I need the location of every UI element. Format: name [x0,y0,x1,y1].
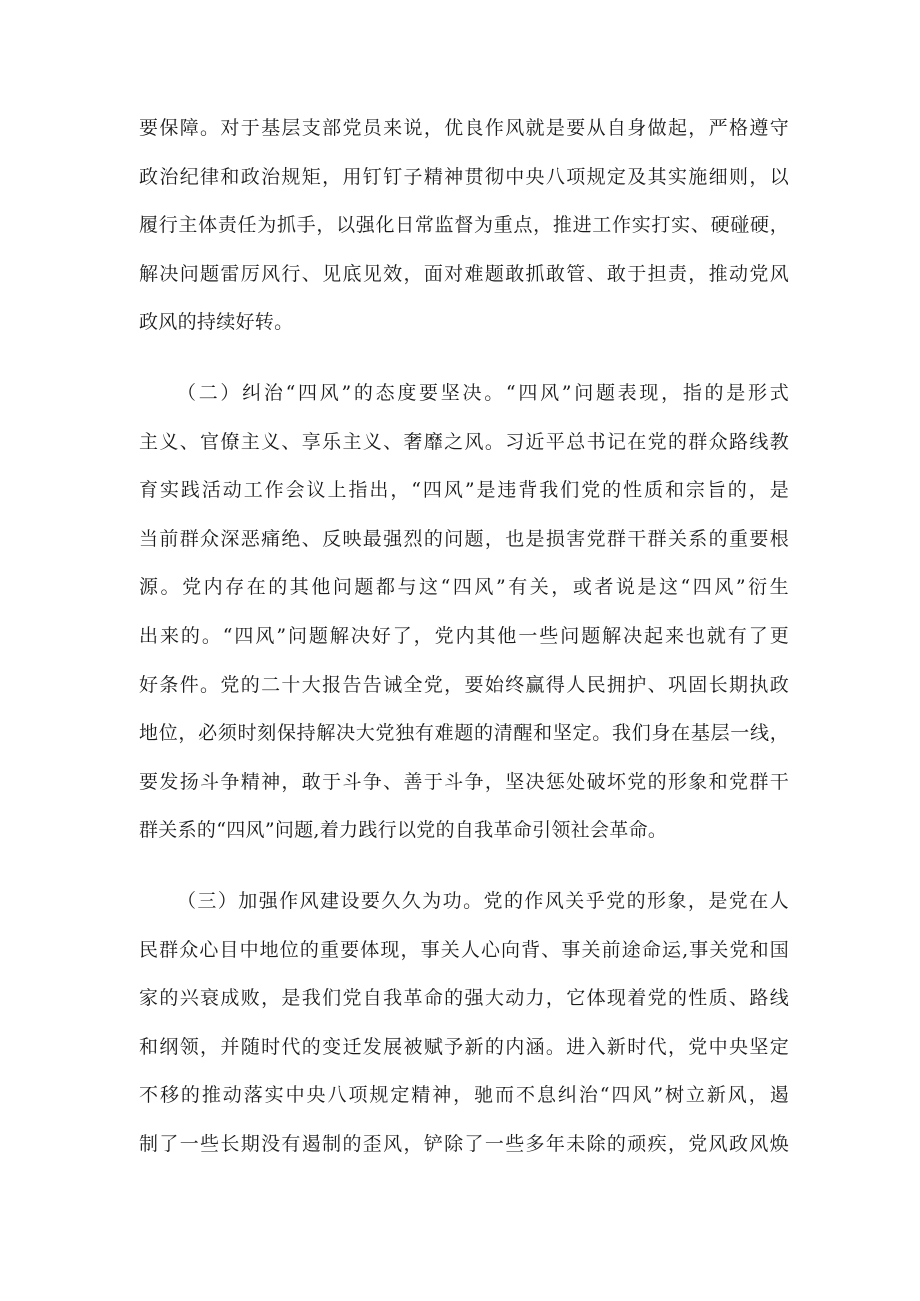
text-line: 地位，必须时刻保持解决大党独有难题的清醒和坚定。我们身在基层一线， [139,722,789,745]
text-line: 要保障。对于基层支部党员来说，优良作风就是要从自身做起，严格遵守 [139,117,789,139]
text-line: 家的兴衰成败，是我们党自我革命的强大动力，它体现着党的性质、路线 [139,987,789,1010]
text-line: （三）加强作风建设要久久为功。党的作风关乎党的形象，是党在人 [177,890,789,912]
text-line: 育实践活动工作会议上指出，“四风”是违背我们党的性质和宗旨的，是 [139,479,789,502]
text-line: 政治纪律和政治规矩，用钉钉子精神贯彻中央八项规定及其实施细则，以 [139,165,789,188]
text-line: 群关系的“四风”问题,着力践行以党的自我革命引领社会革命。 [139,819,668,842]
paragraph-section-two [139,369,789,855]
text-line: （二）纠治“四风”的态度要坚决。“四风”问题表现，指的是形式 [177,382,789,404]
text-line: 主义、官僚主义、享乐主义、奢靡之风。习近平总书记在党的群众路线教 [139,430,789,453]
text-line: 解决问题雷厉风行、见底见效，面对难题敢抓敢管、敢于担责，推动党风 [139,262,789,285]
text-line: 源。党内存在的其他问题都与这“四风”有关，或者说是这“四风”衍生 [139,576,789,599]
text-line: 制了一些长期没有遏制的歪风，铲除了一些多年未除的顽疾，党风政风焕 [139,1132,789,1155]
text-line: 和纲领，并随时代的变迁发展被赋予新的内涵。进入新时代，党中央坚定 [139,1035,789,1058]
text-line: 民群众心目中地位的重要体现，事关人心向背、事关前途命运,事关党和国 [139,938,789,961]
text-line: 好条件。党的二十大报告告诫全党，要始终赢得人民拥护、巩固长期执政 [139,673,789,696]
text-line: 当前群众深恶痛绝、反映最强烈的问题，也是损害党群干群关系的重要根 [139,527,789,550]
text-line: 政风的持续好转。 [139,311,294,334]
paragraph-continuation [139,104,789,347]
text-line: 履行主体责任为抓手，以强化日常监督为重点，推进工作实打实、硬碰硬， [139,214,789,237]
paragraph-section-three [139,877,789,1169]
text-line: 要发扬斗争精神，敢于斗争、善于斗争，坚决惩处破坏党的形象和党群干 [139,770,789,793]
text-line: 不移的推动落实中央八项规定精神，驰而不息纠治“四风”树立新风，遏 [139,1084,789,1107]
text-line: 出来的。“四风”问题解决好了，党内其他一些问题解决起来也就有了更 [139,624,789,647]
